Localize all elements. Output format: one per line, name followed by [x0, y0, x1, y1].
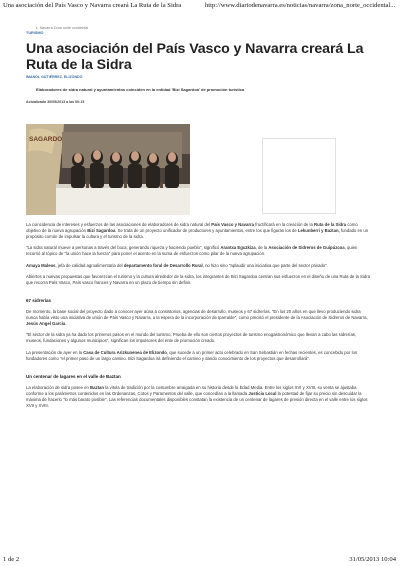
- section-tag[interactable]: TURISMO: [26, 31, 44, 35]
- article-updated-timestamp: Actualizado 30/05/2013 a las 00:15: [26, 100, 85, 104]
- print-footer: [0, 554, 400, 566]
- article-author: IMANOL GUTIÉRREZ. ELIZONDO: [26, 75, 83, 79]
- article-headline: Una asociación del País Vasco y Navarra creará La Ruta de la Sidra: [26, 41, 364, 73]
- paragraph-4: Abiertos a nuevas propuestas que favorezcan el turismo y la cultura alrededor de la sidra, los integrantes de Bizi Sagardoa centran sus esfuerzos en el diseño de una Ruta de la Sidra que recorra País Vasco, País vasco frances y Navarra en un plazo de tiempo sin definir.: [26, 273, 370, 285]
- print-header: [0, 0, 400, 12]
- print-datetime: 31/05/2013 10:04: [349, 556, 396, 563]
- svg-text:SAGARDO: SAGARDO: [29, 136, 63, 143]
- side-placeholder-box: [262, 138, 336, 214]
- paragraph-8: La elaboración de sidra posee en Baztan la vitola de tradición por la costumbre arraigada en su historia desde la Edad Media. Entre los siglos XVI y XVIII, su venta se ajustaba conforme a los parámetros contenidos en las Ordenanzas, Cotos y Paramentos del valle, que concedían a la llamada Justicia Local la potestad de fijar su precio sin descuidar la máxima de hacerlo "lo más barato posible". Las referencias documentales disponibles constatan la existencia de un centenar de lagares de presión directa en el valle entre los siglos XVII y XVIII.: [26, 385, 368, 408]
- breadcrumb[interactable]: [36, 26, 88, 30]
- page-counter: 1 de 2: [3, 556, 20, 563]
- paragraph-7: La presentación de ayer en la Casa de Cultura Arizkunenea de Elizondo, que sucede a un primer acto celebrado en San Sebastián en fechas recientes, es concebido por los fundadores como "el primer paso de un largo camino. Bizi Sagardoa irá definiendo el camino y dando conocimiento de los proyectos que desarrollará".: [26, 349, 358, 361]
- press-photo-icon: [26, 124, 190, 215]
- paragraph-5: De momento, la base social del proyecto dado a conocer ayer aúna a consistorios, agencias de desarrollo, museos y 67 sidrerías. "En los 20 años en que llevo produciendo sidra nunca había visto una iniciativa de unión de País Vasco y Navarra, a la espera de la incorporación de Iparralde", como precisó el presidente de la Asociación de Sidreros de Navarra, Jesús Angel García.: [26, 309, 368, 327]
- section-heading-lagares: Un centenar de lagares en el valle de Baztan: [26, 374, 121, 380]
- paragraph-3: Amaya Maleos, jefa de calidad agroalimentaria del departamento foral de Desarrollo Rural, no hizo sino "aplaudir una iniciativa que parte del sector privado".: [26, 262, 328, 268]
- article-body: [26, 222, 372, 414]
- section-heading-sidrerias: 67 sidrerías: [26, 298, 52, 304]
- breadcrumb-text[interactable]: Navarra Zona norte occidental: [39, 26, 89, 30]
- paragraph-1: La coincidencia de intereses y esfuerzos de las asociaciones de elaboradores de sidra natural del País Vasco y Navarra fructificará en la creación de la Ruta de la Sidra como objetivo de la nueva agrupación Bizi Sagardoa. Se trata de un proyecto unificador de productores y ayuntamientos, entre los que figuran los de Lekunberri y Baztan, fundado en un propósito común de impulsar la cultura y el turismo de la sidra.: [26, 222, 369, 239]
- article-subtitle: Elaboradores de sidra natural y ayuntamientos coinciden en la entidad 'Bizi Sagardoa' de promoción turística: [36, 87, 245, 92]
- breadcrumb-arrow-icon: ▸: [36, 26, 38, 30]
- paragraph-6: "El sector de la sidra ya ha dado los primeros pasos en el mundo del turismo. Prueba de ello son ciertos proyectos de turismo enogastronómico que llevan a cabo las sidrerías, museos, fundaciones y algunos municipios", significan los impulsores del ente de promoción creado.: [26, 332, 357, 344]
- article-photo: [26, 124, 190, 215]
- print-header-title: Una asociación del País Vasco y Navarra creará La Ruta de la Sidra: [3, 2, 182, 9]
- paragraph-2: "La sidra natural mueve a personas a través del boca, generando riqueza y haciendo pueblo", significó Arantxa Eguzkiza, de la Asociación de Sidreros de Guipúzcoa, quien recurrió al tópico de "la unión hace la fuerza" para poner el acento en la suma de esfuerzos como pilar de la nueva agrupación.: [26, 245, 358, 257]
- print-header-url: http://www.diariodenavarra.es/noticias/navarra/zona_norte_occidental...: [205, 2, 396, 9]
